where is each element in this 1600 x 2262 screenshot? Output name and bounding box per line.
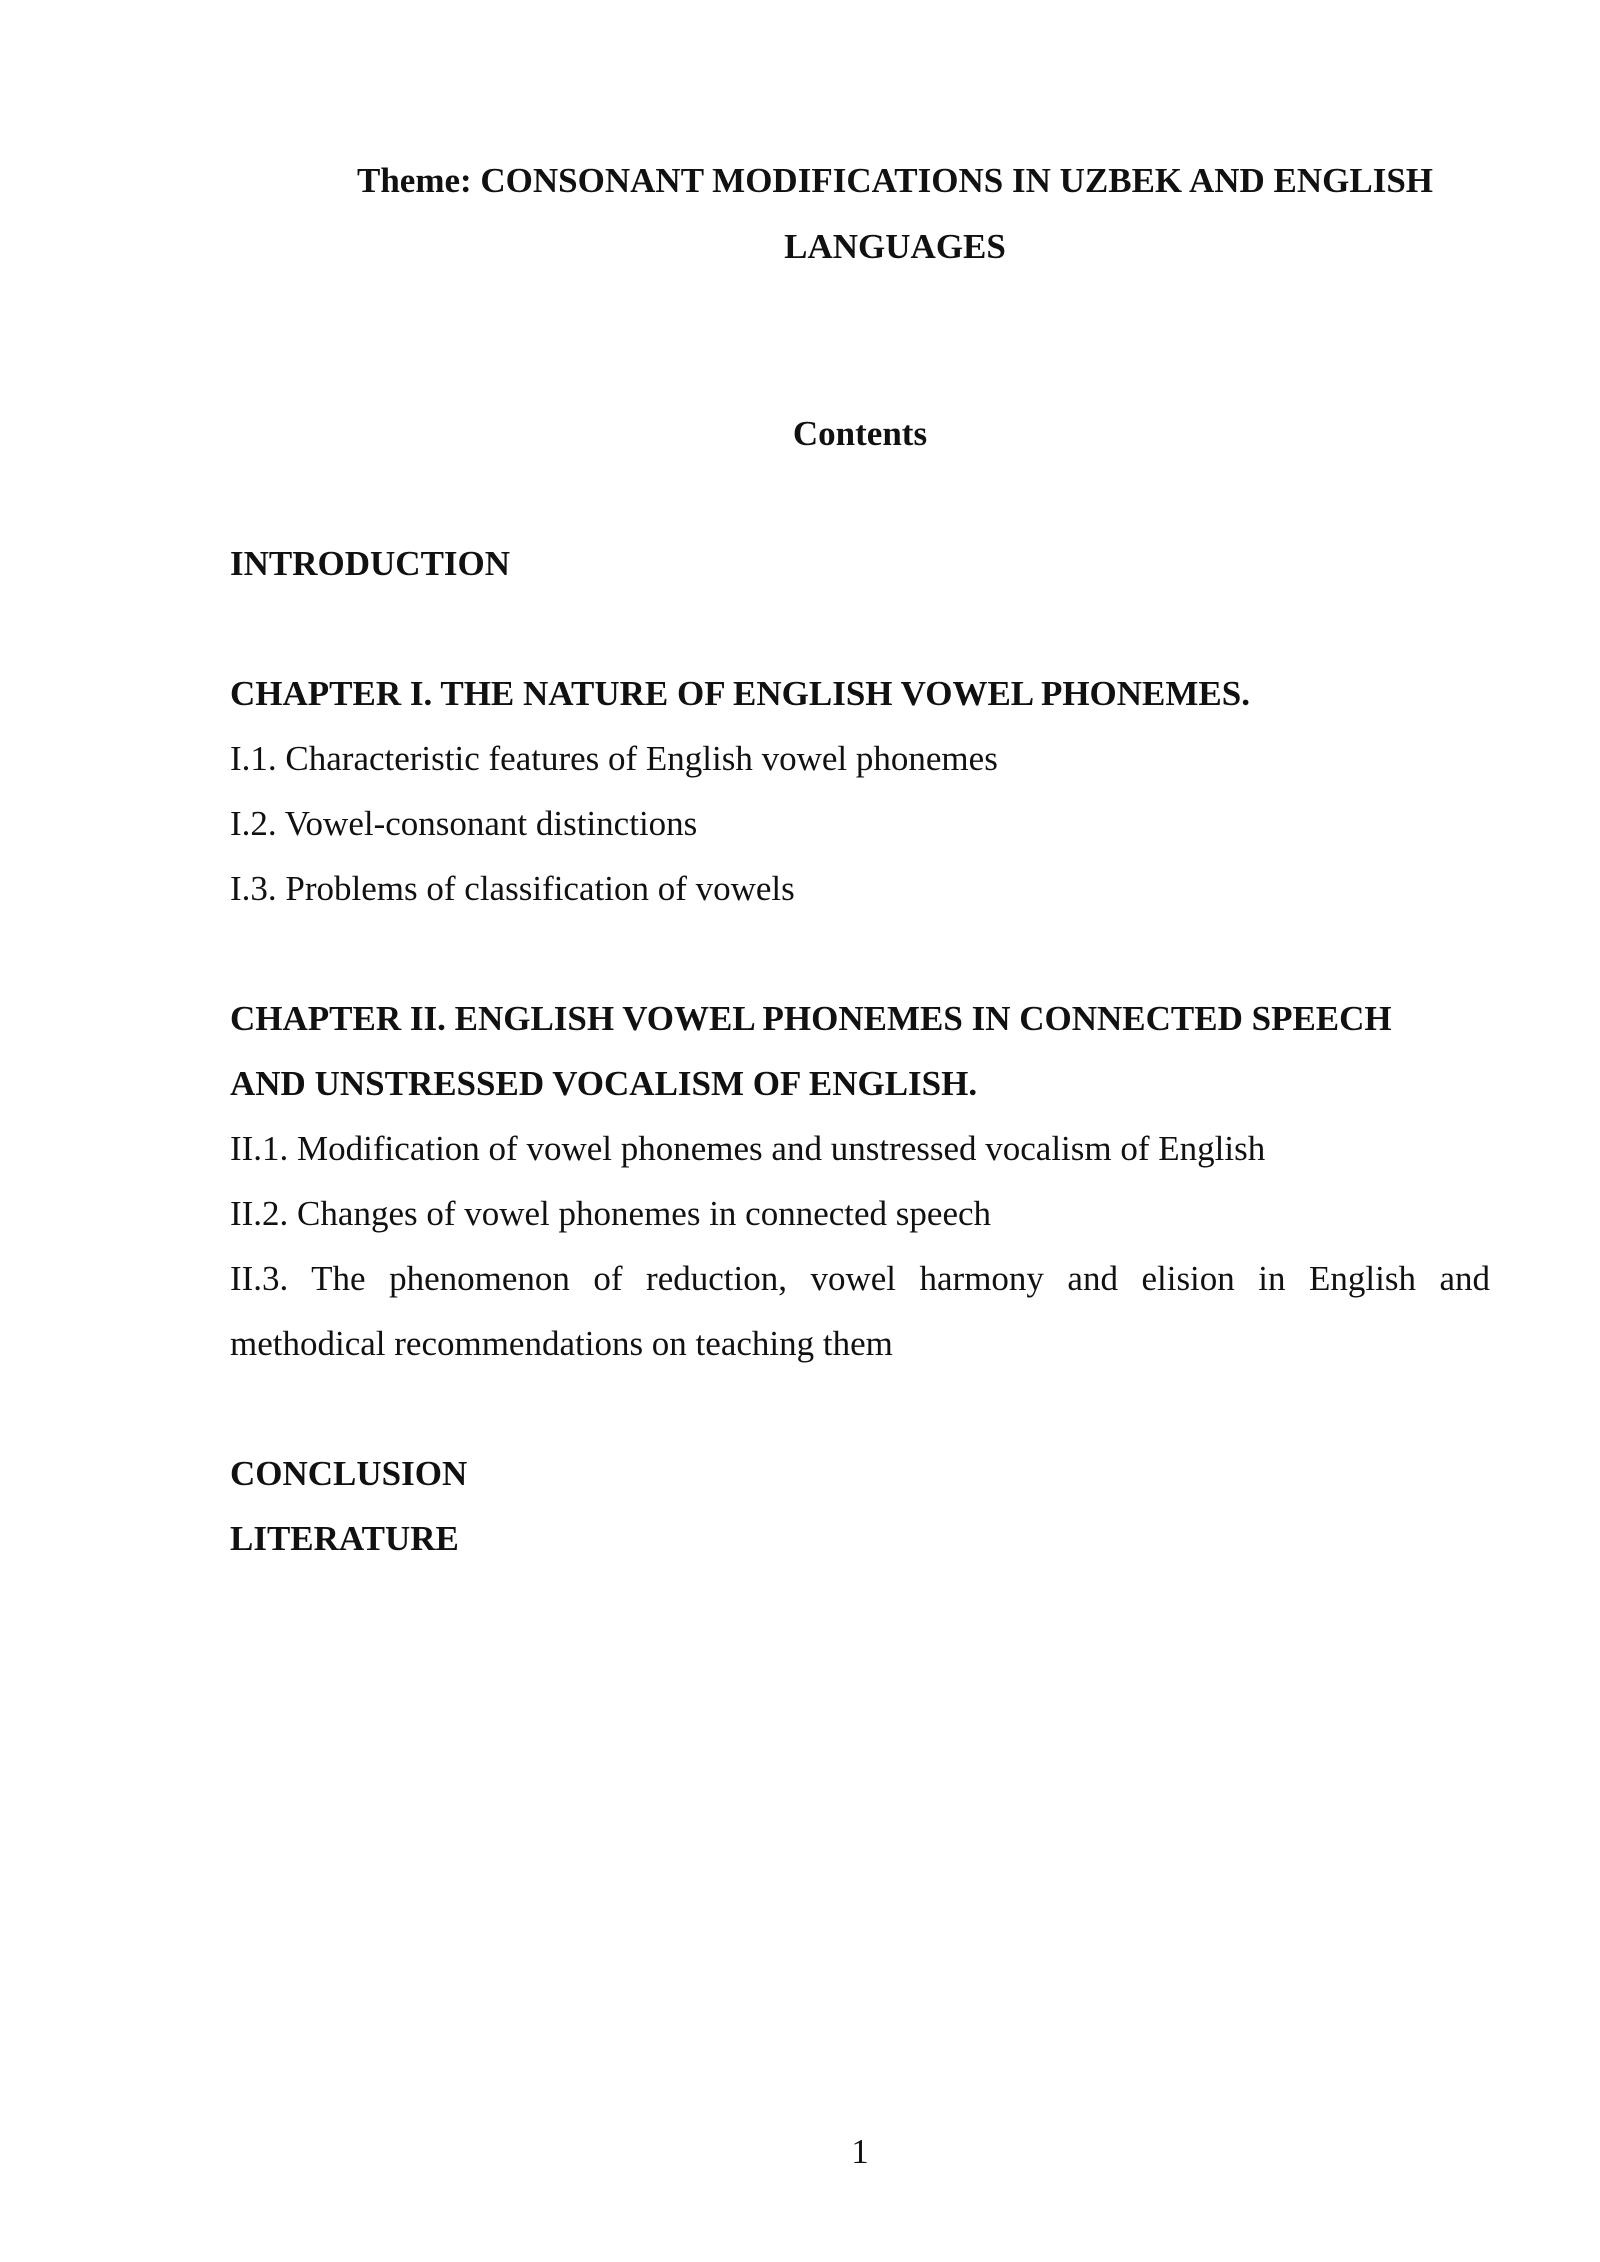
toc-chapter-2-title-line-2: AND UNSTRESSED VOCALISM OF ENGLISH. xyxy=(230,1064,978,1103)
toc-item-1-2: I.2. Vowel-consonant distinctions xyxy=(230,804,698,843)
page-number: 1 xyxy=(851,2132,869,2171)
toc-chapter-1-title: CHAPTER I. THE NATURE OF ENGLISH VOWEL PHONEMES. xyxy=(230,674,1250,713)
toc-item-2-3-line-2: methodical recommendations on teaching them xyxy=(230,1324,893,1363)
toc-item-2-3-line-1: II.3. The phenomenon of reduction, vowel harmony and elision in English and xyxy=(230,1259,1490,1298)
contents-title: Contents xyxy=(792,414,928,453)
toc-item-2-2: II.2. Changes of vowel phonemes in connected speech xyxy=(230,1194,992,1233)
toc-item-1-3: I.3. Problems of classification of vowels xyxy=(230,869,795,908)
toc-conclusion: CONCLUSION xyxy=(230,1454,468,1493)
theme-line-1: Theme: CONSONANT MODIFICATIONS IN UZBEK AND ENGLISH xyxy=(356,161,1434,200)
toc-item-2-1: II.1. Modification of vowel phonemes and unstressed vocalism of English xyxy=(230,1129,1266,1168)
theme-heading xyxy=(300,148,1490,280)
toc-item-1-1: I.1. Characteristic features of English vowel phonemes xyxy=(230,739,998,778)
toc-literature: LITERATURE xyxy=(230,1519,459,1558)
theme-line-2: LANGUAGES xyxy=(784,227,1006,266)
toc-chapter-2-title-line-1: CHAPTER II. ENGLISH VOWEL PHONEMES IN CONNECTED SPEECH xyxy=(230,999,1392,1038)
toc-introduction: INTRODUCTION xyxy=(230,544,511,583)
